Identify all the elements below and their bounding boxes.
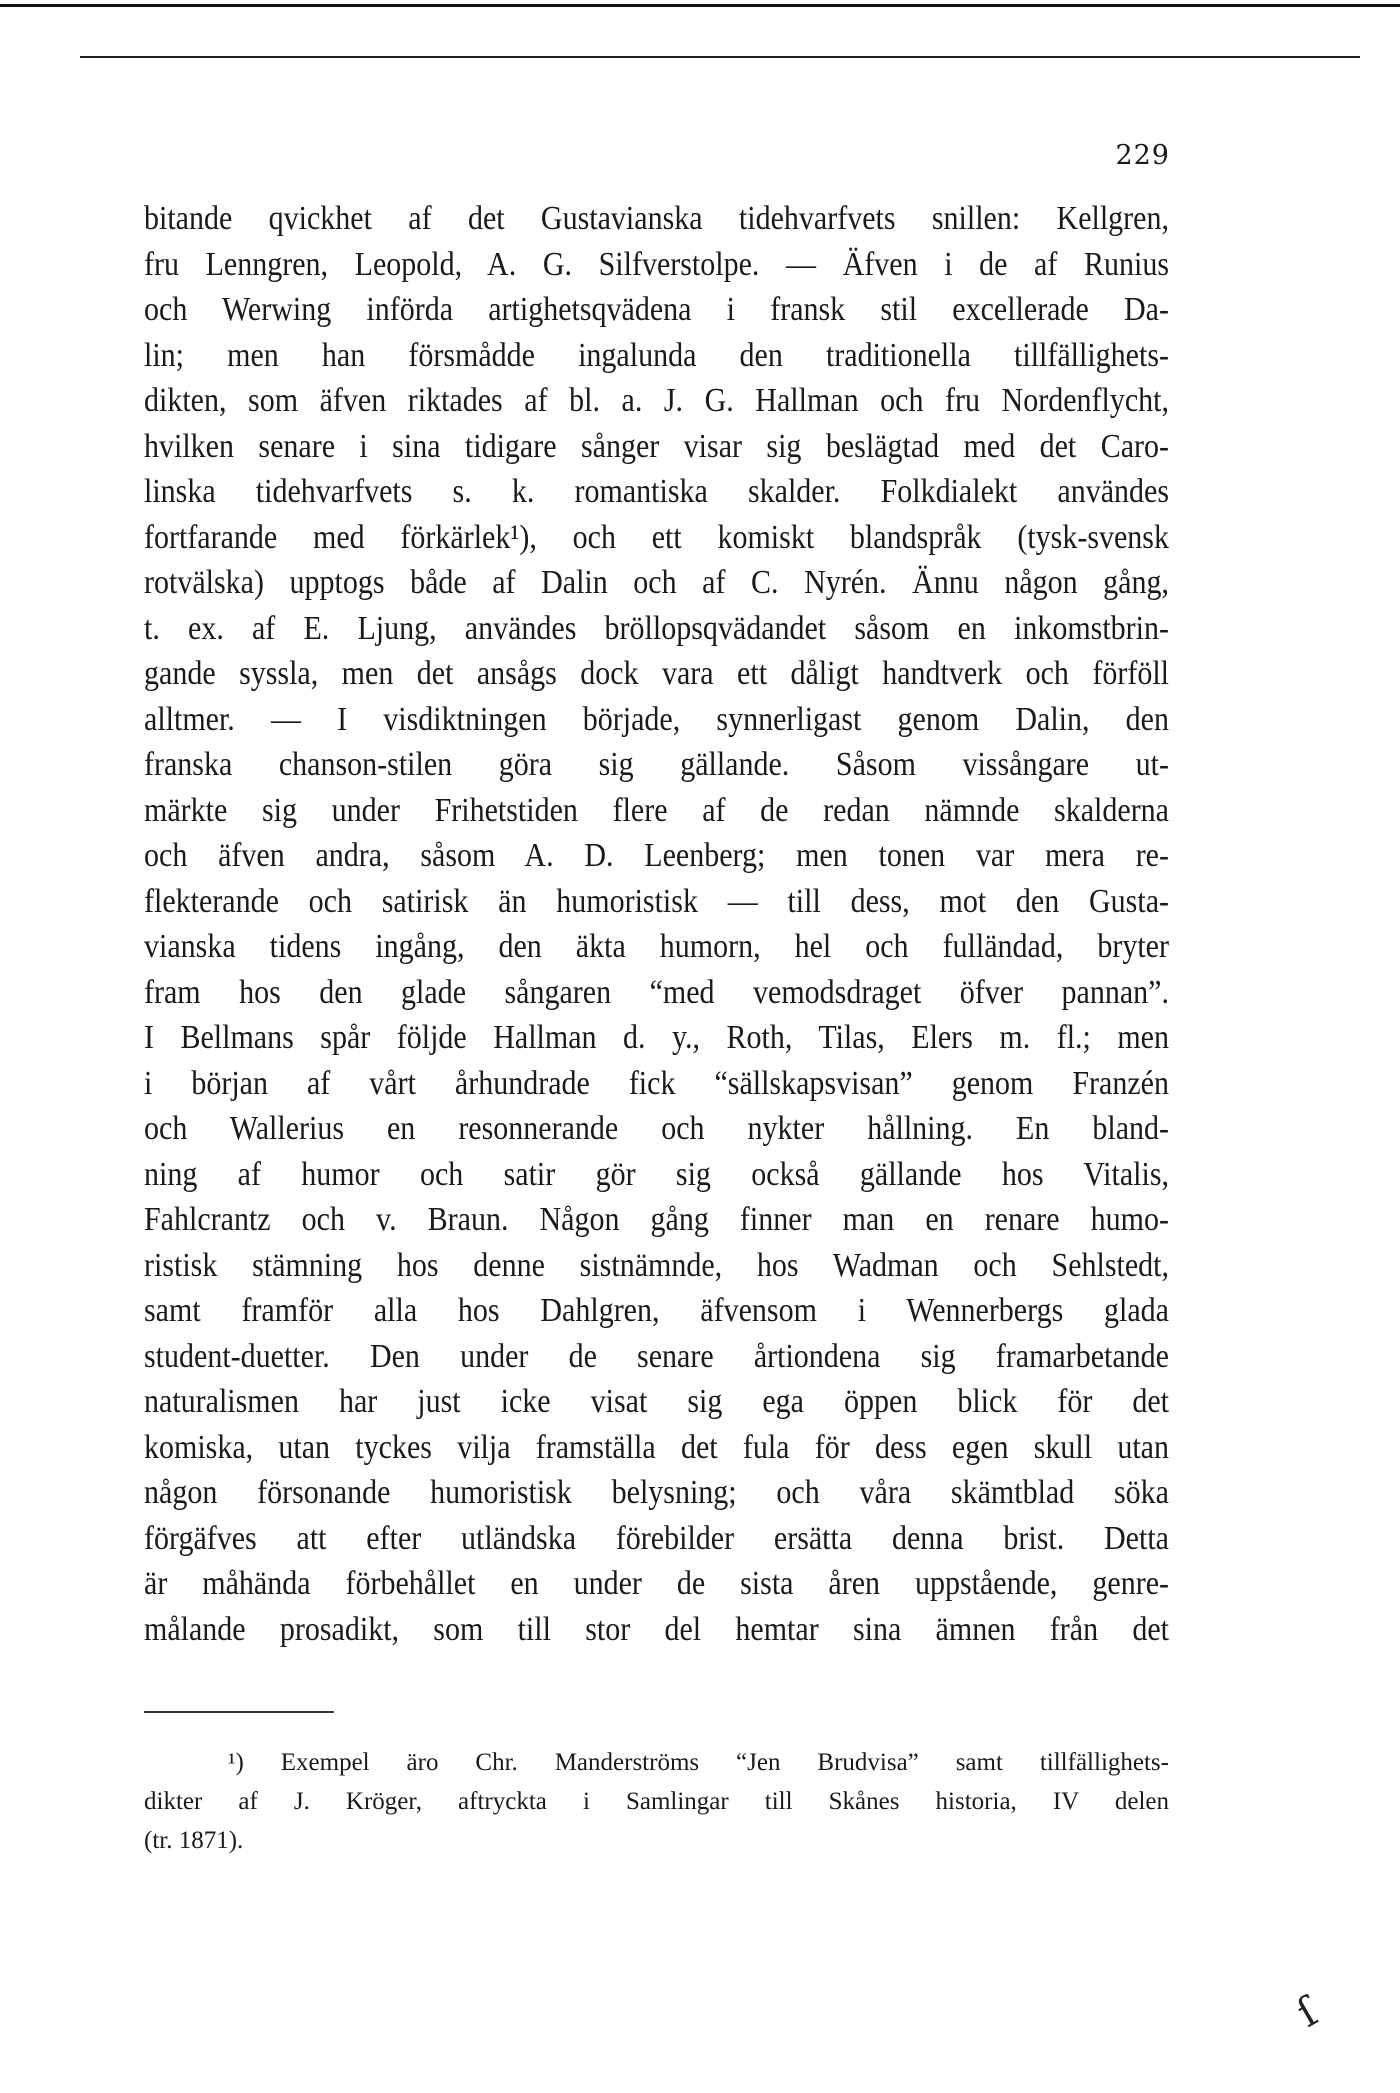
body-text — [144, 196, 1169, 1652]
text-line: alltmer. — I visdiktningen började, synnerligast genom Dalin, den — [144, 700, 1169, 738]
text-line: I Bellmans spår följde Hallman d. y., Roth, Tilas, Elers m. fl.; men — [144, 1018, 1169, 1056]
text-line: vianska tidens ingång, den äkta humorn, hel och fulländad, bryter — [144, 927, 1169, 965]
text-line: och Werwing införda artighetsqvädena i fransk stil excellerade Da- — [144, 290, 1169, 328]
footnote-line: dikter af J. Kröger, aftryckta i Samlingar till Skånes historia, IV delen — [144, 1788, 1169, 1815]
footnote-separator — [144, 1711, 334, 1713]
text-line: målande prosadikt, som till stor del hemtar sina ämnen från det — [144, 1610, 1169, 1648]
footnote-line: (tr. 1871). — [144, 1827, 244, 1854]
text-line: gande syssla, men det ansågs dock vara ett dåligt handtverk och förföll — [144, 654, 1169, 692]
text-line: komiska, utan tyckes vilja framställa det fula för dess egen skull utan — [144, 1428, 1169, 1466]
text-line: fru Lenngren, Leopold, A. G. Silfverstolpe. — Äfven i de af Runius — [144, 245, 1169, 283]
text-line: dikten, som äfven riktades af bl. a. J. G. Hallman och fru Nordenflycht, — [144, 381, 1169, 419]
text-line: Fahlcrantz och v. Braun. Någon gång finner man en renare humo- — [144, 1200, 1169, 1238]
text-line: flekterande och satirisk än humoristisk — till dess, mot den Gusta- — [144, 882, 1169, 920]
footnote — [144, 1743, 1169, 1860]
text-line: är måhända förbehållet en under de sista åren uppstående, genre- — [144, 1564, 1169, 1602]
text-line: samt framför alla hos Dahlgren, äfvensom i Wennerbergs glada — [144, 1291, 1169, 1329]
text-line: student-duetter. Den under de senare årtiondena sig framarbetande — [144, 1337, 1169, 1375]
text-line: lin; men han försmådde ingalunda den traditionella tillfällighets- — [144, 336, 1169, 374]
text-line: i början af vårt århundrade fick “sällskapsvisan” genom Franzén — [144, 1064, 1169, 1102]
text-line: märkte sig under Frihetstiden flere af de redan nämnde skalderna — [144, 791, 1169, 829]
text-line: ning af humor och satir gör sig också gällande hos Vitalis, — [144, 1155, 1169, 1193]
text-line: rotvälska) upptogs både af Dalin och af C. Nyrén. Ännu någon gång, — [144, 563, 1169, 601]
text-line: hvilken senare i sina tidigare sånger visar sig beslägtad med det Caro- — [144, 427, 1169, 465]
text-line: ristisk stämning hos denne sistnämnde, hos Wadman och Sehlstedt, — [144, 1246, 1169, 1284]
text-line: fram hos den glade sångaren “med vemodsdraget öfver pannan”. — [144, 973, 1169, 1011]
header-rule — [80, 56, 1360, 58]
text-line: och Wallerius en resonnerande och nykter hållning. En bland- — [144, 1109, 1169, 1147]
stray-mark-icon: ſ — [1289, 1989, 1326, 2037]
footnote-line: ¹) Exempel äro Chr. Manderströms “Jen Brudvisa” samt tillfällighets- — [228, 1749, 1169, 1776]
text-line: fortfarande med förkärlek¹), och ett komiskt blandspråk (tysk-svensk — [144, 518, 1169, 556]
text-line: linska tidehvarfvets s. k. romantiska skalder. Folkdialekt användes — [144, 472, 1169, 510]
text-line: naturalismen har just icke visat sig ega öppen blick för det — [144, 1382, 1169, 1420]
text-line: någon försonande humoristisk belysning; och våra skämtblad söka — [144, 1473, 1169, 1511]
top-border-rule — [0, 4, 1400, 7]
page-number: 229 — [1115, 140, 1170, 171]
text-line: t. ex. af E. Ljung, användes bröllopsqvädandet såsom en inkomstbrin- — [144, 609, 1169, 647]
text-line: och äfven andra, såsom A. D. Leenberg; men tonen var mera re- — [144, 836, 1169, 874]
text-line: förgäfves att efter utländska förebilder ersätta denna brist. Detta — [144, 1519, 1169, 1557]
text-line: bitande qvickhet af det Gustavianska tidehvarfvets snillen: Kellgren, — [144, 199, 1169, 237]
text-line: franska chanson-stilen göra sig gällande. Såsom vissångare ut- — [144, 745, 1169, 783]
